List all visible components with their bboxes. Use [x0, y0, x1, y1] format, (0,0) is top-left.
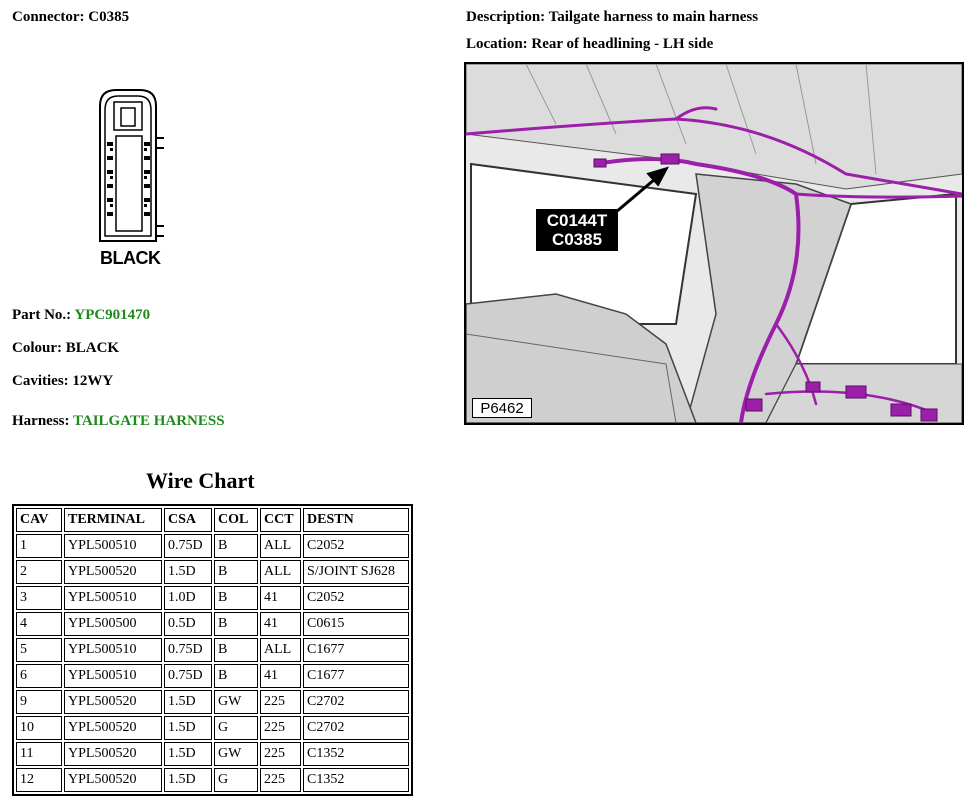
cell-col: GW — [214, 690, 258, 714]
cell-destn[interactable]: C2052 — [303, 534, 409, 558]
callout-line-1: C0144T — [546, 211, 608, 230]
cell-destn[interactable]: C2052 — [303, 586, 409, 610]
table-row — [16, 586, 409, 610]
part-number-link[interactable]: YPC901470 — [74, 307, 151, 323]
connector-drawing — [92, 86, 172, 271]
cell-destn[interactable]: C0615 — [303, 612, 409, 636]
cell-terminal: YPL500510 — [64, 586, 162, 610]
cell-col: B — [214, 612, 258, 636]
table-row — [16, 534, 409, 558]
cell-cav: 2 — [16, 560, 62, 584]
wire-chart-body — [16, 534, 409, 792]
wire-chart-table — [12, 504, 413, 796]
cell-col: B — [214, 560, 258, 584]
cell-csa: 0.75D — [164, 638, 212, 662]
cell-csa: 1.5D — [164, 742, 212, 766]
part-number-line — [12, 307, 150, 324]
cell-cav: 1 — [16, 534, 62, 558]
cell-csa: 1.5D — [164, 768, 212, 792]
connector-callout — [536, 209, 618, 251]
table-row — [16, 612, 409, 636]
cell-destn[interactable]: C1677 — [303, 638, 409, 662]
header-terminal: TERMINAL — [64, 508, 162, 532]
cell-csa: 1.5D — [164, 690, 212, 714]
cell-destn[interactable]: C2702 — [303, 690, 409, 714]
colour-value: BLACK — [65, 340, 120, 356]
cell-destn[interactable]: S/JOINT SJ628 — [303, 560, 409, 584]
cell-col: G — [214, 716, 258, 740]
cell-col: B — [214, 586, 258, 610]
cell-destn[interactable]: C2702 — [303, 716, 409, 740]
table-row — [16, 716, 409, 740]
harness-label: Harness: — [12, 413, 70, 429]
cell-terminal: YPL500510 — [64, 664, 162, 688]
cell-col: B — [214, 638, 258, 662]
header-cav: CAV — [16, 508, 62, 532]
cell-cav: 5 — [16, 638, 62, 662]
location-line — [466, 36, 713, 53]
cell-cct: ALL — [260, 638, 301, 662]
cell-terminal: YPL500520 — [64, 768, 162, 792]
cell-cav: 11 — [16, 742, 62, 766]
drawing-colour-label: BLACK — [100, 248, 161, 268]
part-label: Part No.: — [12, 307, 72, 323]
cell-cav: 6 — [16, 664, 62, 688]
colour-label: Colour: — [12, 340, 62, 356]
header-destn: DESTN — [303, 508, 409, 532]
connector-value: C0385 — [88, 9, 130, 25]
header-col: COL — [214, 508, 258, 532]
harness-line — [12, 413, 225, 430]
cell-csa: 1.5D — [164, 716, 212, 740]
cell-terminal: YPL500520 — [64, 690, 162, 714]
cavities-line — [12, 373, 113, 390]
cell-csa: 0.5D — [164, 612, 212, 636]
description-value: Tailgate harness to main harness — [548, 9, 759, 25]
description-line — [466, 9, 758, 26]
cell-col: GW — [214, 742, 258, 766]
cell-cav: 9 — [16, 690, 62, 714]
table-row — [16, 690, 409, 714]
cell-terminal: YPL500520 — [64, 742, 162, 766]
harness-link[interactable]: TAILGATE HARNESS — [72, 413, 225, 429]
table-row — [16, 768, 409, 792]
location-value: Rear of headlining - LH side — [531, 36, 714, 52]
cell-cav: 12 — [16, 768, 62, 792]
cell-cct: 41 — [260, 664, 301, 688]
cell-col: B — [214, 534, 258, 558]
cavities-value: 12WY — [72, 373, 114, 389]
cell-csa: 1.5D — [164, 560, 212, 584]
cell-cct: 41 — [260, 586, 301, 610]
cell-destn[interactable]: C1352 — [303, 768, 409, 792]
cell-col: G — [214, 768, 258, 792]
cell-col: B — [214, 664, 258, 688]
cell-cct: 225 — [260, 742, 301, 766]
cell-terminal: YPL500500 — [64, 612, 162, 636]
header-cct: CCT — [260, 508, 301, 532]
cell-cct: 225 — [260, 768, 301, 792]
cell-terminal: YPL500520 — [64, 716, 162, 740]
location-label: Location: — [466, 36, 528, 52]
connector-label: Connector: — [12, 9, 85, 25]
table-row — [16, 560, 409, 584]
cell-cct: 225 — [260, 716, 301, 740]
header-csa: CSA — [164, 508, 212, 532]
cell-terminal: YPL500510 — [64, 638, 162, 662]
table-header-row — [16, 508, 409, 532]
cell-terminal: YPL500510 — [64, 534, 162, 558]
cell-csa: 0.75D — [164, 534, 212, 558]
table-row — [16, 664, 409, 688]
description-label: Description: — [466, 9, 546, 25]
cell-cav: 10 — [16, 716, 62, 740]
cell-terminal: YPL500520 — [64, 560, 162, 584]
connector-face-icon — [92, 86, 172, 271]
wire-chart-title: Wire Chart — [146, 468, 255, 493]
cell-csa: 0.75D — [164, 664, 212, 688]
table-row — [16, 638, 409, 662]
cell-destn[interactable]: C1352 — [303, 742, 409, 766]
cell-cav: 3 — [16, 586, 62, 610]
table-row — [16, 742, 409, 766]
cavities-label: Cavities: — [12, 373, 69, 389]
cell-cct: 41 — [260, 612, 301, 636]
cell-cav: 4 — [16, 612, 62, 636]
cell-cct: ALL — [260, 560, 301, 584]
colour-line — [12, 340, 119, 357]
connector-line — [12, 9, 129, 26]
cell-csa: 1.0D — [164, 586, 212, 610]
callout-line-2: C0385 — [551, 230, 603, 249]
cell-destn[interactable]: C1677 — [303, 664, 409, 688]
figure-id-label: P6462 — [472, 398, 532, 418]
cell-cct: 225 — [260, 690, 301, 714]
cell-cct: ALL — [260, 534, 301, 558]
